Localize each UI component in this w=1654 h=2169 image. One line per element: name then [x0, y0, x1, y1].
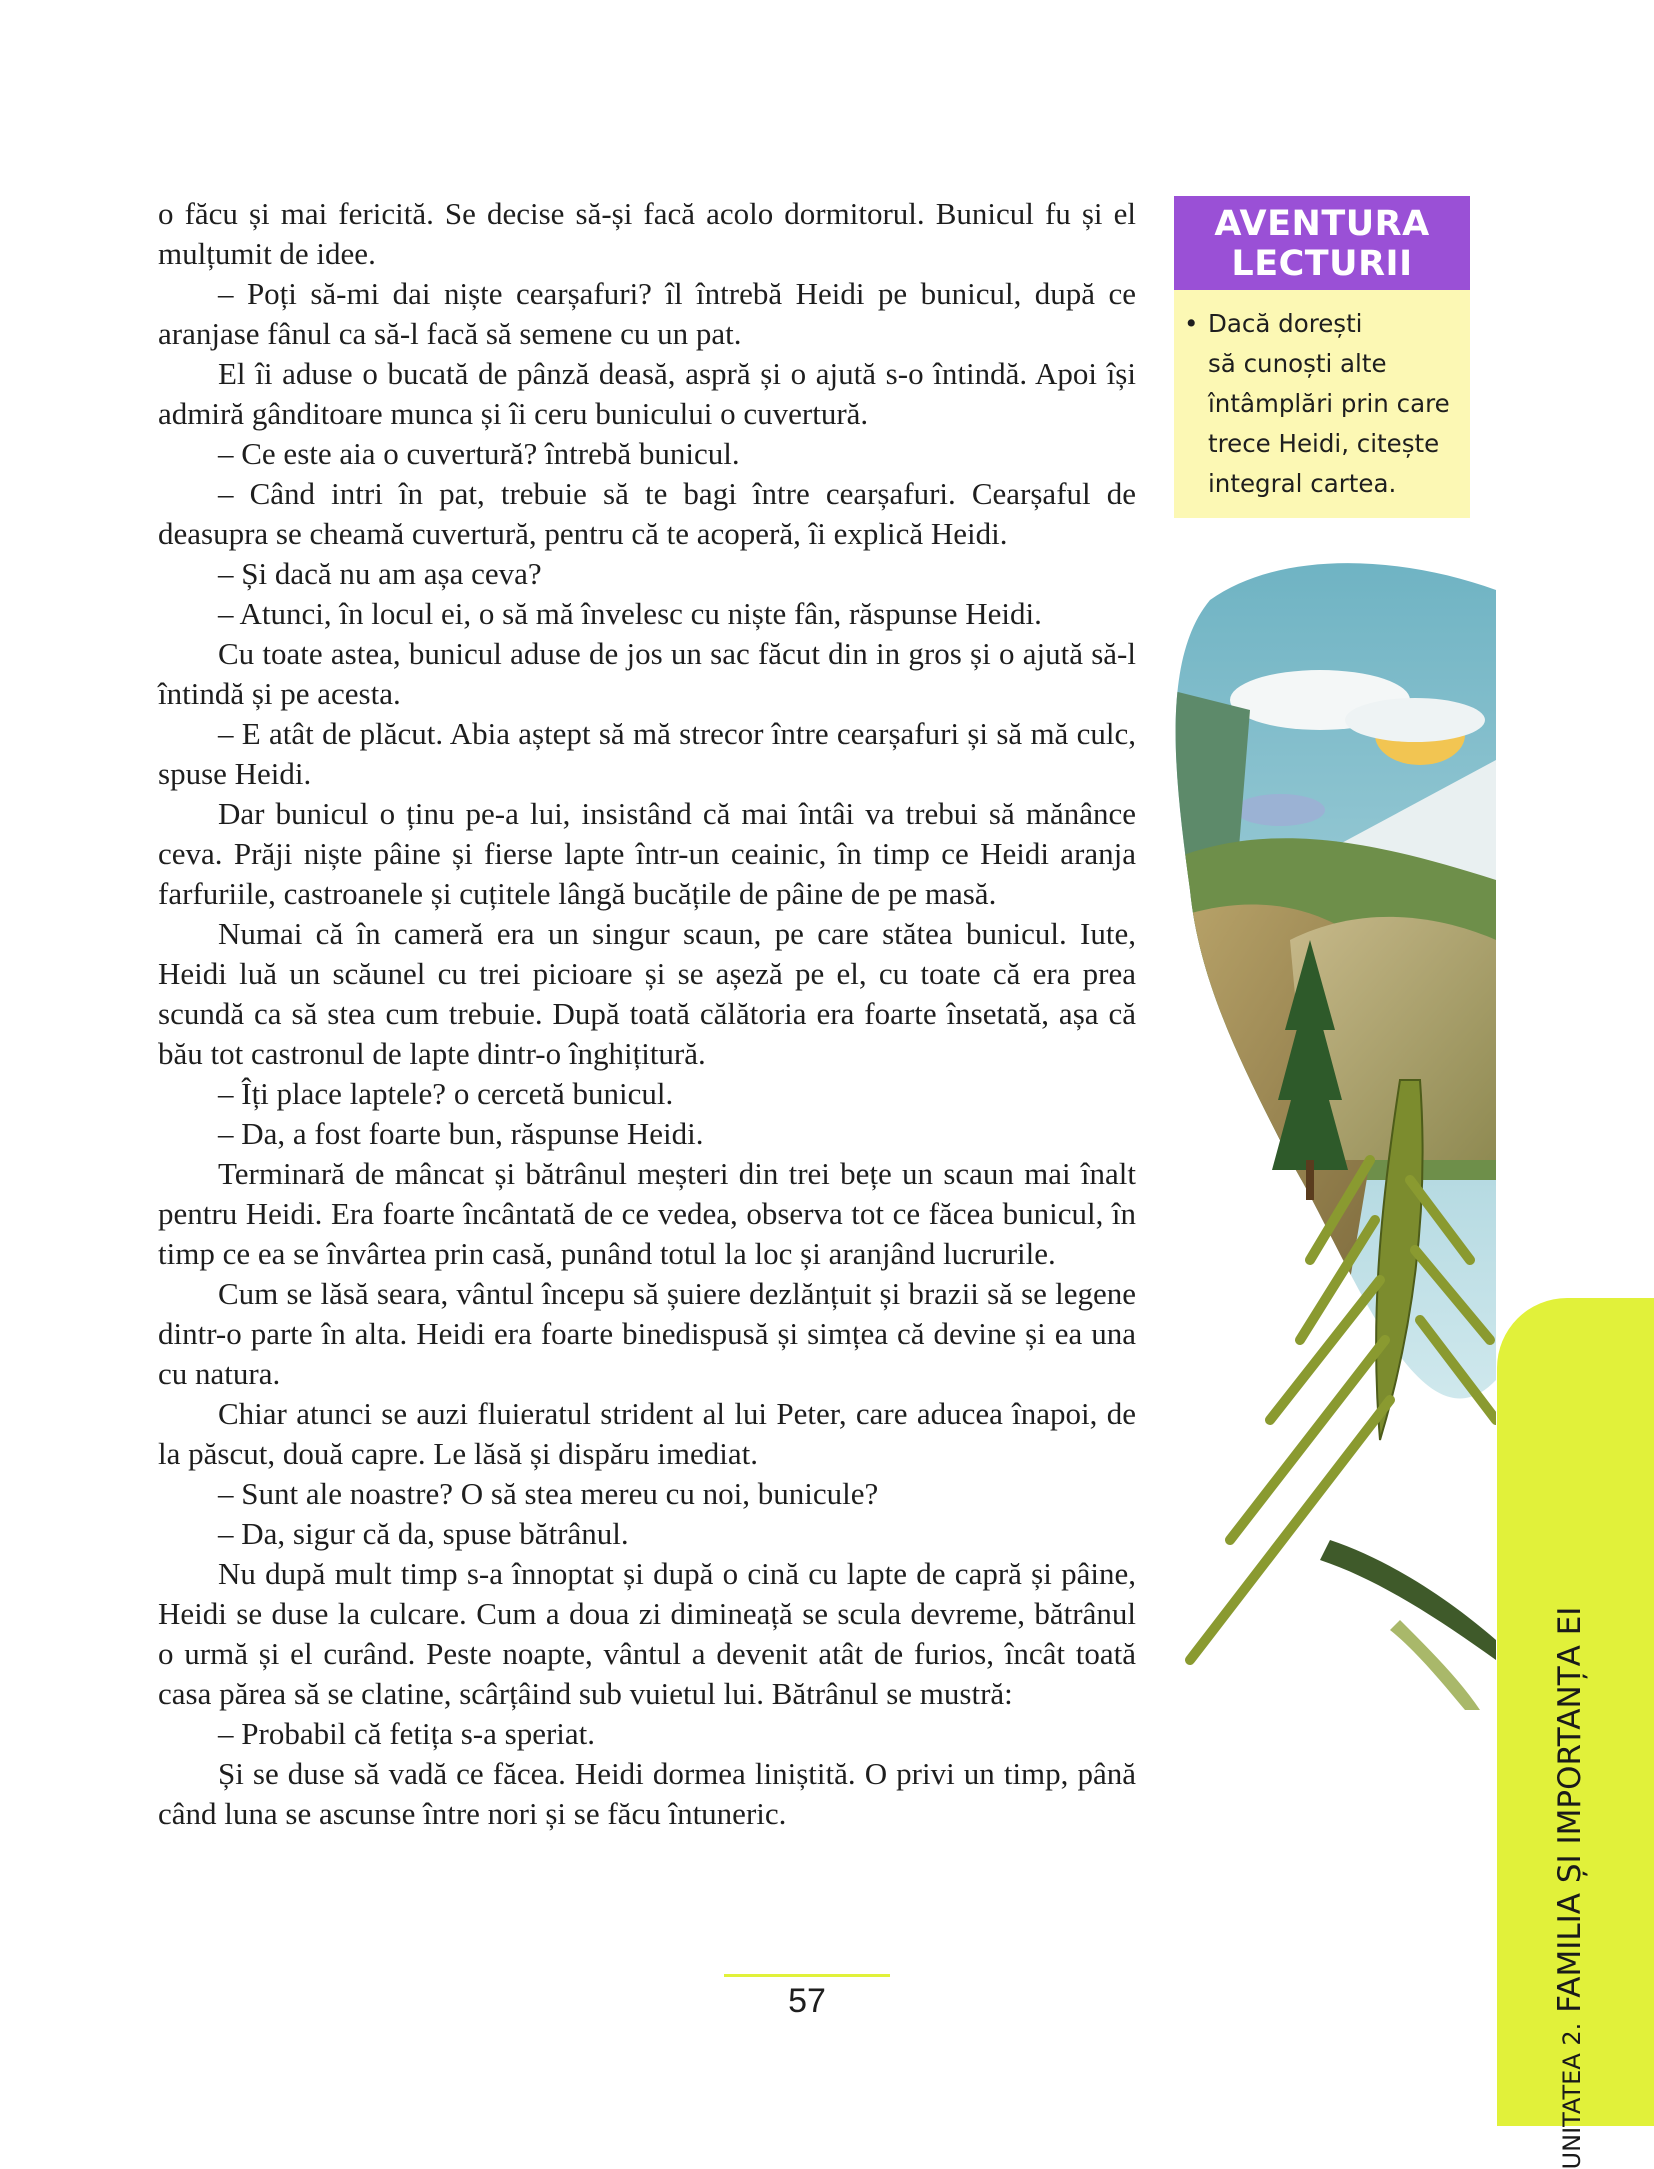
paragraph: Cum se lăsă seara, vântul începu să șuiere dezlănțuit și brazii să se legene dintr-o parte în alta. Heidi era foarte binedispusă și simțea că devine și ea una cu natura.	[158, 1276, 1136, 1391]
landscape	[1170, 560, 1496, 1460]
reading-adventure-box	[1174, 196, 1470, 518]
paragraph: Și se duse să vadă ce făcea. Heidi dormea liniștită. O privi un timp, până când luna se ascunse între nori și se făcu întuneric.	[158, 1756, 1136, 1831]
reading-adventure-title	[1174, 196, 1470, 290]
paragraph: – Da, sigur că da, spuse bătrânul.	[218, 1516, 629, 1551]
page-number-rule	[724, 1974, 890, 1977]
paragraph: Cu toate astea, bunicul aduse de jos un sac făcut din in gros și o ajută să-l întindă și pe acesta.	[158, 636, 1136, 711]
body-line: să cunoști alte	[1208, 349, 1387, 378]
body-line: trece Heidi, citește	[1208, 429, 1440, 458]
paragraph: Terminară de mâncat și bătrânul meșteri din trei bețe un scaun mai înalt pentru Heidi. Era foarte încântată de ce vedea, observa tot ce făcea bunicul, în timp ce ea se învârtea prin casă, punând totul la loc și aranjând lucrurile.	[158, 1156, 1136, 1271]
unit-title: FAMILIA ȘI IMPORTANȚA EI	[1552, 1606, 1588, 2013]
story-text	[158, 194, 1136, 1834]
title-line: AVENTURA	[1214, 204, 1430, 244]
paragraph: – Ce este aia o cuvertură? întrebă bunicul.	[218, 436, 740, 471]
paragraph: – E atât de plăcut. Abia aștept să mă strecor între cearșafuri și să mă culc, spuse Heidi.	[158, 716, 1136, 791]
title-line: LECTURII	[1231, 244, 1413, 284]
page-number: 57	[788, 1982, 826, 2020]
unit-number: UNITATEA 2.	[1558, 2022, 1586, 2169]
body-line: Dacă dorești	[1208, 309, 1363, 338]
body-line: integral cartea.	[1208, 469, 1397, 498]
mountain-illustration	[1170, 560, 1496, 1710]
paragraph: – Poți să-mi dai niște cearșafuri? îl întrebă Heidi pe bunicul, după ce aranjase fânul ca să-l facă să semene cu un pat.	[158, 276, 1136, 351]
paragraph: – Îți place laptele? o cercetă bunicul.	[218, 1076, 674, 1111]
paragraph: – Da, a fost foarte bun, răspunse Heidi.	[218, 1116, 704, 1151]
body-line: întâmplări prin care	[1208, 389, 1450, 418]
paragraph: Numai că în cameră era un singur scaun, pe care stătea bunicul. Iute, Heidi luă un scăunel cu trei picioare și se așeză pe el, cu toate că era prea scundă ca să stea cum trebuie. După toată călătoria era foarte însetată, așa că bău tot castronul de lapte dintr-o înghițitură.	[158, 916, 1136, 1071]
paragraph: – Atunci, în locul ei, o să mă învelesc cu niște fân, răspunse Heidi.	[218, 596, 1042, 631]
paragraph: – Probabil că fetița s-a speriat.	[218, 1716, 596, 1751]
paragraph: Nu după mult timp s-a înnoptat și după o cină cu lapte de capră și pâine, Heidi se duse la culcare. Cum a doua zi dimineață se scula devreme, bătrânul o urmă și el curând. Peste noapte, vântul a devenit atât de furios, încât toată casa părea să se clatine, scârțâind sub vuietul lui. Bătrânul se mustră:	[158, 1556, 1136, 1711]
unit-tab-label	[1552, 1607, 1588, 2169]
grass-blades	[1320, 1540, 1496, 1710]
paragraph: Dar bunicul o ținu pe-a lui, insistând că mai întâi va trebui să mănânce ceva. Prăji niște pâine și fierse lapte într-un ceainic, în timp ce Heidi aranja farfuriile, castroanele și cuțitele lângă bucățile de pâine de pe masă.	[158, 796, 1136, 911]
reading-adventure-body	[1174, 290, 1470, 518]
paragraph: – Sunt ale noastre? O să stea mereu cu noi, bunicule?	[218, 1476, 879, 1511]
paragraph: El îi aduse o bucată de pânză deasă, aspră și o ajută s-o întindă. Apoi își admiră gânditoare munca și îi ceru bunicului o cuvertură.	[158, 356, 1136, 431]
paragraph: Chiar atunci se auzi fluieratul strident al lui Peter, care aducea înapoi, de la păscut, două capre. Le lăsă și dispăru imediat.	[158, 1396, 1136, 1471]
paragraph: – Și dacă nu am așa ceva?	[218, 556, 542, 591]
paragraph: o făcu și mai fericită. Se decise să-și facă acolo dormitorul. Bunicul fu și el mulțumit de idee.	[158, 196, 1136, 271]
bullet-icon: •	[1184, 309, 1199, 338]
paragraph: – Când intri în pat, trebuie să te bagi între cearșafuri. Cearșaful de deasupra se cheamă cuvertură, pentru că te acoperă, îi explică Heidi.	[158, 476, 1136, 551]
